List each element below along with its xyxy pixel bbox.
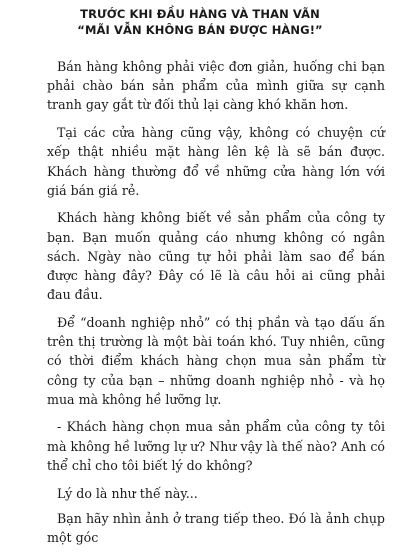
paragraph-6: Lý do là như thế này... xyxy=(57,485,198,501)
paragraph-4: Để “doanh nghiệp nhỏ” có thị phần và tạo dấu ấn trên thị trường là một bài toán khó. Tuy nhiên, cũng có thời điểm khách hàng chọn mua sản phẩm từ công ty của bạn – những doanh nghiệp nhỏ - và họ mua mà không hề lưỡng lự. xyxy=(47,314,385,407)
paragraph-5: - Khách hàng chọn mua sản phẩm của công ty tôi mà không hề lưỡng lự ư? Như vậy là thế nào? Anh có thể chỉ cho tôi biết lý do không? xyxy=(47,419,385,473)
paragraph-2: Tại các cửa hàng cũng vậy, không có chuyện cứ xếp thật nhiều mặt hàng lên kệ là sẽ bán được. Khách hàng thường đổ về những cửa hàng lớn với giá bán giá rẻ. xyxy=(47,125,385,198)
chapter-heading xyxy=(0,6,400,38)
body-text xyxy=(47,57,385,556)
paragraph-1: Bán hàng không phải việc đơn giản, huống chi bạn phải chào bán sản phẩm của mình giữa sự cạnh tranh gay gắt từ đối thủ lại càng khó khăn hơn. xyxy=(47,59,385,113)
chapter-heading-line-1: TRƯỚC KHI ĐẦU HÀNG VÀ THAN VÃN xyxy=(80,7,320,21)
paragraph-7: Bạn hãy nhìn ảnh ở trang tiếp theo. Đó là ảnh chụp một góc xyxy=(47,510,385,545)
chapter-heading-line-2: “MÃI VẪN KHÔNG BÁN ĐƯỢC HÀNG!” xyxy=(77,23,323,37)
paragraph-3: Khách hàng không biết về sản phẩm của công ty bạn. Bạn muốn quảng cáo nhưng không có ngân sách. Ngày nào cũng tự hỏi phải làm sao để bán được hàng đây? Đây có lẽ là câu hỏi ai cũng phải đau đầu. xyxy=(47,210,385,303)
